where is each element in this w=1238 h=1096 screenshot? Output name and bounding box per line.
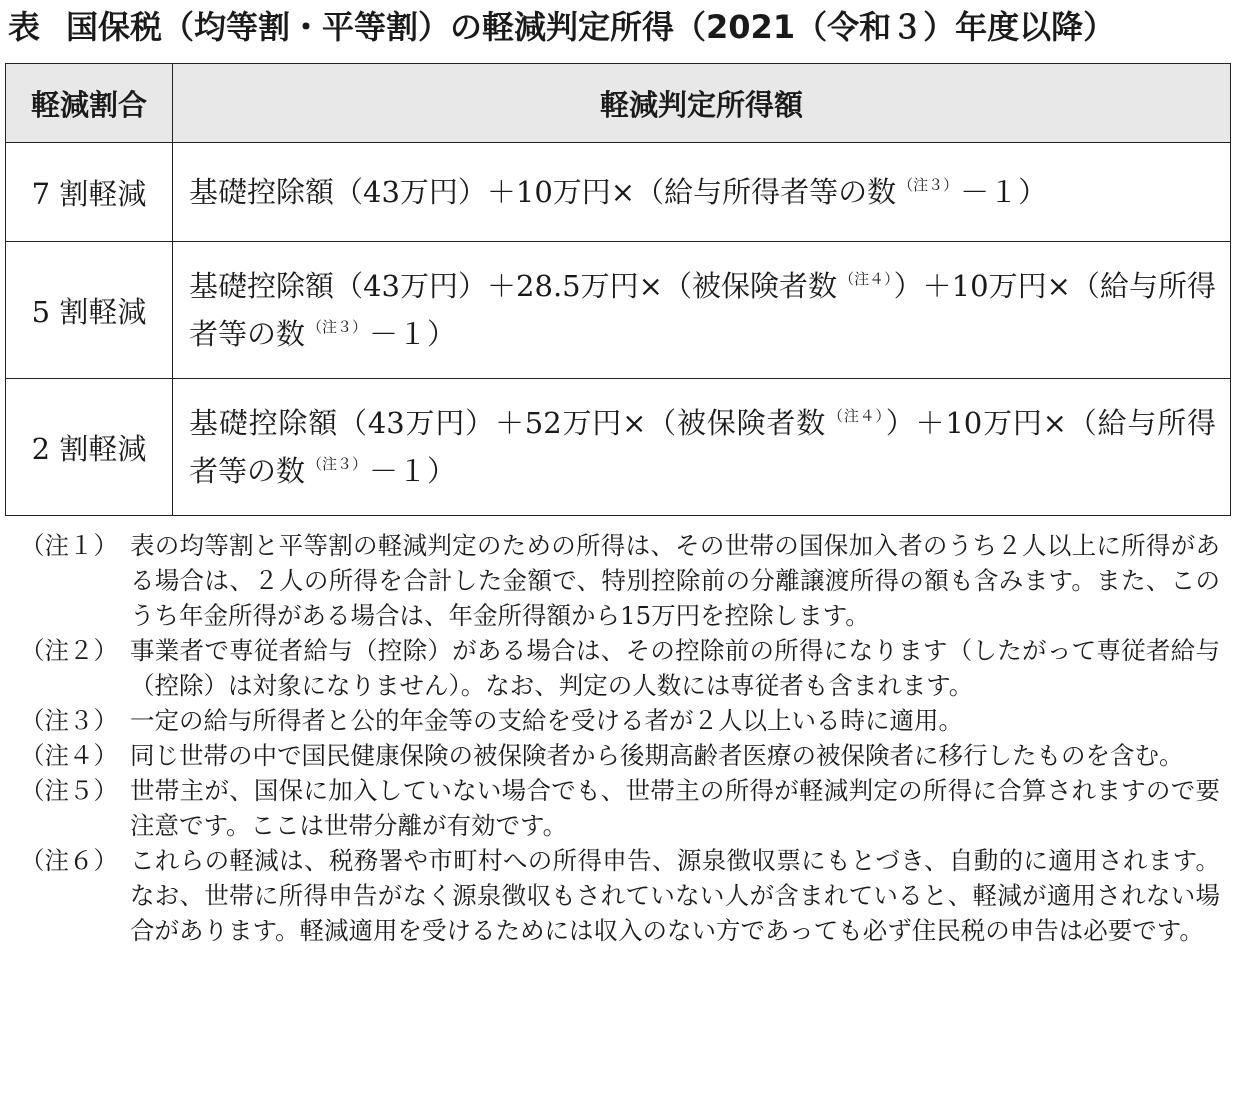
title-text: 国保税（均等割・平等割）の軽減判定所得（2021（令和３）年度以降）	[66, 8, 1116, 46]
note-text: 同じ世帯の中で国民健康保険の被保険者から後期高齢者医療の被保険者に移行したものを含む。	[130, 741, 1184, 770]
formula-text: 基礎控除額（43万円）＋52万円×（被保険者数	[189, 406, 827, 440]
note-label: （注２）	[20, 636, 118, 665]
notes-section	[0, 528, 1238, 948]
table-row-70	[6, 143, 1231, 242]
note-ref: （注３）	[898, 176, 959, 194]
note-ref: （注３）	[307, 455, 368, 473]
note-6	[0, 843, 1238, 948]
note-label: （注１）	[20, 531, 118, 560]
header-income-formula: 軽減判定所得額	[173, 64, 1231, 143]
formula-cell	[173, 242, 1231, 379]
table-header-row	[6, 64, 1231, 143]
formula-text: －１）	[960, 175, 1048, 209]
formula-text: 基礎控除額（43万円）＋28.5万円×（被保険者数	[189, 269, 838, 303]
title-label: 表	[8, 8, 41, 46]
note-text: 表の均等割と平等割の軽減判定のための所得は、その世帯の国保加入者のうち２人以上に所得がある場合は、２人の所得を合計した金額で、特別控除前の分離譲渡所得の額も含みます。また、このうち年金所得がある場合は、年金所得額から15万円を控除します。	[130, 531, 1220, 630]
formula-text: 基礎控除額（43万円）＋10万円×（給与所得者等の数	[189, 175, 897, 209]
note-3	[0, 703, 1238, 738]
ratio-cell: 5 割軽減	[6, 242, 173, 379]
note-2	[0, 633, 1238, 703]
note-label: （注５）	[20, 776, 118, 805]
document-title	[8, 2, 1115, 52]
table-row-20	[6, 379, 1231, 516]
note-label: （注６）	[20, 846, 118, 875]
table-row-50	[6, 242, 1231, 379]
note-text: 世帯主が、国保に加入していない場合でも、世帯主の所得が軽減判定の所得に合算されますので要注意です。ここは世帯分離が有効です。	[130, 776, 1220, 840]
note-4	[0, 738, 1238, 773]
formula-text: ）＋10万円×（給与所得者等の数	[189, 406, 1216, 488]
formula-cell	[173, 143, 1231, 242]
note-label: （注３）	[20, 706, 118, 735]
ratio-cell: 7 割軽減	[6, 143, 173, 242]
formula-text: －１）	[369, 454, 457, 488]
note-5	[0, 773, 1238, 843]
reduction-table	[5, 63, 1231, 516]
note-ref: （注４）	[828, 407, 884, 425]
formula-text: －１）	[369, 317, 457, 351]
ratio-cell: 2 割軽減	[6, 379, 173, 516]
formula-cell	[173, 379, 1231, 516]
note-text: これらの軽減は、税務署や市町村への所得申告、源泉徴収票にもとづき、自動的に適用されます。なお、世帯に所得申告がなく源泉徴収もされていない人が含まれていると、軽減が適用されない場合があります。軽減適用を受けるためには収入のない方であっても必ず住民税の申告は必要です。	[130, 846, 1220, 945]
note-text: 一定の給与所得者と公的年金等の支給を受ける者が２人以上いる時に適用。	[130, 706, 963, 735]
note-ref: （注３）	[307, 318, 368, 336]
header-reduction-ratio: 軽減割合	[6, 64, 173, 143]
formula-text: ）＋10万円×（給与所得者等の数	[189, 269, 1216, 351]
note-1	[0, 528, 1238, 633]
note-text: 事業者で専従者給与（控除）がある場合は、その控除前の所得になります（したがって専従者給与（控除）は対象になりません）。なお、判定の人数には専従者も含まれます。	[130, 636, 1220, 700]
note-label: （注４）	[20, 741, 118, 770]
note-ref: （注４）	[839, 270, 892, 288]
